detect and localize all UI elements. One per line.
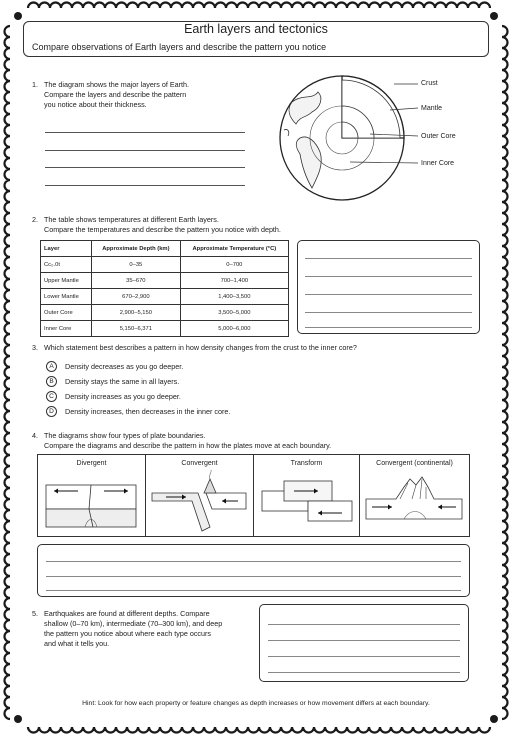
page-subtitle: Compare observations of Earth layers and describe the pattern you notice (32, 42, 327, 52)
question-number: 1. (32, 80, 38, 89)
answer-line[interactable] (45, 185, 245, 186)
question-number: 5. (32, 609, 38, 618)
table-row (41, 289, 289, 305)
label-crust: Crust (421, 80, 438, 87)
question-number: 3. (32, 343, 38, 352)
table-cell: 0–35 (92, 257, 181, 273)
table-header-row (41, 241, 289, 257)
table-cell: 5,150–6,371 (92, 321, 181, 337)
answer-line[interactable] (46, 590, 461, 591)
option-bubble[interactable]: A (46, 361, 57, 372)
question-text-line: shallow (0–70 km), intermediate (70–300 km), and deep (44, 619, 223, 628)
panel-divergent (38, 455, 146, 536)
question-number: 4. (32, 431, 38, 440)
table-cell: 1,400–3,500 (180, 289, 288, 305)
table-row (41, 273, 289, 289)
question-text-line: the pattern you notice about where each type occurs (44, 629, 212, 638)
answer-line[interactable] (46, 576, 461, 577)
option-text: Density increases as you go deeper. (65, 392, 181, 401)
label-inner-core: Inner Core (421, 160, 455, 167)
q5-answer-box[interactable] (259, 604, 469, 682)
hint-text: Hint: Look for how each property or feature changes as depth increases or how movement differs at each boundary. (82, 700, 430, 707)
table-cell: 3,500–5,000 (180, 305, 288, 321)
panel-title: Convergent (181, 460, 218, 467)
question-text-line: Compare the layers and describe the pattern (44, 90, 187, 99)
question-text-line: The diagrams show four types of plate boundaries. (44, 431, 206, 440)
panel-convergent (146, 455, 254, 536)
option-text: Density stays the same in all layers. (65, 377, 180, 386)
table-cell: 5,000–6,000 (180, 321, 288, 337)
column-header: Approximate Depth (km) (92, 241, 181, 257)
panel-transform (254, 455, 360, 536)
answer-line[interactable] (45, 150, 245, 151)
option-text: Density increases, then decreases in the inner core. (65, 407, 231, 416)
earth-layers-diagram (272, 72, 422, 202)
answer-line[interactable] (305, 312, 472, 313)
table-cell: 700–1,400 (180, 273, 288, 289)
answer-line[interactable] (305, 294, 472, 295)
answer-line[interactable] (45, 132, 245, 133)
table-cell: Inner Core (41, 321, 92, 337)
table-cell: Cc₀.0t (41, 257, 92, 273)
answer-line[interactable] (305, 276, 472, 277)
question-text-line: The table shows temperatures at different Earth layers. (44, 215, 219, 224)
answer-line[interactable] (268, 640, 460, 641)
table-cell: 670–2,900 (92, 289, 181, 305)
option-bubble[interactable]: B (46, 376, 57, 387)
question-number: 2. (32, 215, 38, 224)
question-text-line: you notice about their thickness. (44, 100, 147, 109)
table-cell: Outer Core (41, 305, 92, 321)
table-cell: Upper Mantle (41, 273, 92, 289)
question-text-line: The diagram shows the major layers of Earth. (44, 80, 190, 89)
panel-title: Convergent (continental) (376, 460, 453, 467)
question-text-line: Compare the temperatures and describe the pattern you notice with depth. (44, 225, 281, 234)
column-header: Layer (41, 241, 92, 257)
question-text-line: Earthquakes are found at different depths. Compare (44, 609, 210, 618)
option-bubble[interactable]: D (46, 406, 57, 417)
answer-line[interactable] (268, 656, 460, 657)
temperature-table (40, 240, 289, 337)
table-row (41, 257, 289, 273)
column-header: Approximate Temperature (°C) (180, 241, 288, 257)
page-title: Earth layers and tectonics (184, 22, 328, 36)
answer-line[interactable] (305, 327, 472, 328)
answer-line[interactable] (268, 672, 460, 673)
table-cell: 0–700 (180, 257, 288, 273)
answer-line[interactable] (46, 561, 461, 562)
table-cell: 2,900–5,150 (92, 305, 181, 321)
option-bubble[interactable]: C (46, 391, 57, 402)
question-text-line: and what it tells you. (44, 639, 110, 648)
table-row (41, 321, 289, 337)
answer-line[interactable] (305, 258, 472, 259)
panel-title: Divergent (76, 460, 107, 467)
panel-convergent-continental (360, 455, 469, 536)
option-text: Density decreases as you go deeper. (65, 362, 184, 371)
question-text: Which statement best describes a pattern in how density changes from the crust to the inner core? (44, 343, 357, 352)
plate-boundary-diagrams (37, 454, 470, 537)
label-outer-core: Outer Core (421, 133, 456, 140)
label-mantle: Mantle (421, 105, 443, 112)
answer-line[interactable] (45, 167, 245, 168)
table-row (41, 305, 289, 321)
q2-answer-box[interactable] (297, 240, 480, 334)
panel-title: Transform (290, 460, 323, 467)
answer-line[interactable] (268, 624, 460, 625)
question-text-line: Compare the diagrams and describe the pattern in how the plates move at each boundary. (44, 441, 332, 450)
table-cell: 35–670 (92, 273, 181, 289)
table-cell: Lower Mantle (41, 289, 92, 305)
